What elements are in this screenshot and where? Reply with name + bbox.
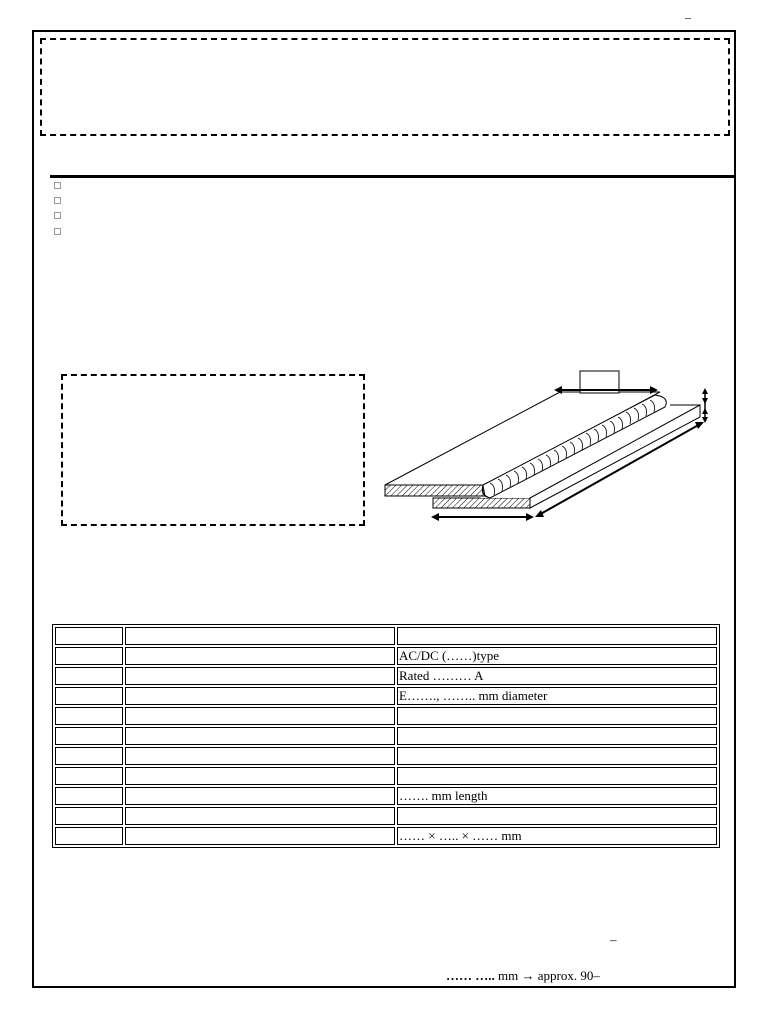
table-cell — [125, 727, 395, 745]
table-row — [55, 667, 717, 685]
table-cell — [125, 787, 395, 805]
table-cell — [55, 787, 123, 805]
table-cell — [397, 747, 717, 765]
checkbox-4[interactable] — [54, 228, 61, 235]
table-cell: E……., …….. mm diameter — [397, 687, 717, 705]
table-row — [55, 647, 717, 665]
table-cell — [55, 707, 123, 725]
weld-diagram — [380, 365, 715, 525]
table-cell — [397, 807, 717, 825]
footer-text: mm → approx. 90– — [494, 968, 600, 983]
table-cell — [125, 827, 395, 845]
table-cell — [125, 667, 395, 685]
table-cell — [125, 767, 395, 785]
table-cell — [125, 647, 395, 665]
table-row — [55, 767, 717, 785]
table-cell — [55, 747, 123, 765]
table-cell — [55, 647, 123, 665]
table-cell — [125, 807, 395, 825]
table-row — [55, 747, 717, 765]
table-cell: AC/DC (……)type — [397, 647, 717, 665]
table-row — [55, 707, 717, 725]
answer-box — [61, 374, 365, 526]
table-cell: Rated ……… A — [397, 667, 717, 685]
footer-line — [446, 968, 600, 984]
table-cell — [55, 727, 123, 745]
table-cell — [55, 767, 123, 785]
table-cell — [125, 627, 395, 645]
table-row — [55, 687, 717, 705]
checkbox-3[interactable] — [54, 212, 61, 219]
footer-dots: …… ….. — [446, 968, 495, 983]
table-cell: ……. mm length — [397, 787, 717, 805]
table-cell — [55, 807, 123, 825]
top-right-mark: – — [685, 10, 691, 24]
table-cell — [55, 827, 123, 845]
table-cell — [55, 667, 123, 685]
table-cell — [125, 747, 395, 765]
table-cell — [125, 707, 395, 725]
header-box — [40, 38, 730, 136]
table-cell — [397, 727, 717, 745]
table-cell — [125, 687, 395, 705]
table-row — [55, 807, 717, 825]
table-cell — [397, 767, 717, 785]
table-cell — [55, 687, 123, 705]
table-cell — [397, 627, 717, 645]
table-row — [55, 627, 717, 645]
table-cell: …… × ….. × …… mm — [397, 827, 717, 845]
footer-dash: – — [610, 932, 617, 947]
table-row — [55, 827, 717, 845]
checkbox-1[interactable] — [54, 182, 61, 189]
spec-table — [52, 624, 720, 848]
checkbox-2[interactable] — [54, 197, 61, 204]
table-cell — [397, 707, 717, 725]
table-row — [55, 787, 717, 805]
table-row — [55, 727, 717, 745]
section-divider — [50, 175, 736, 178]
table-cell — [55, 627, 123, 645]
